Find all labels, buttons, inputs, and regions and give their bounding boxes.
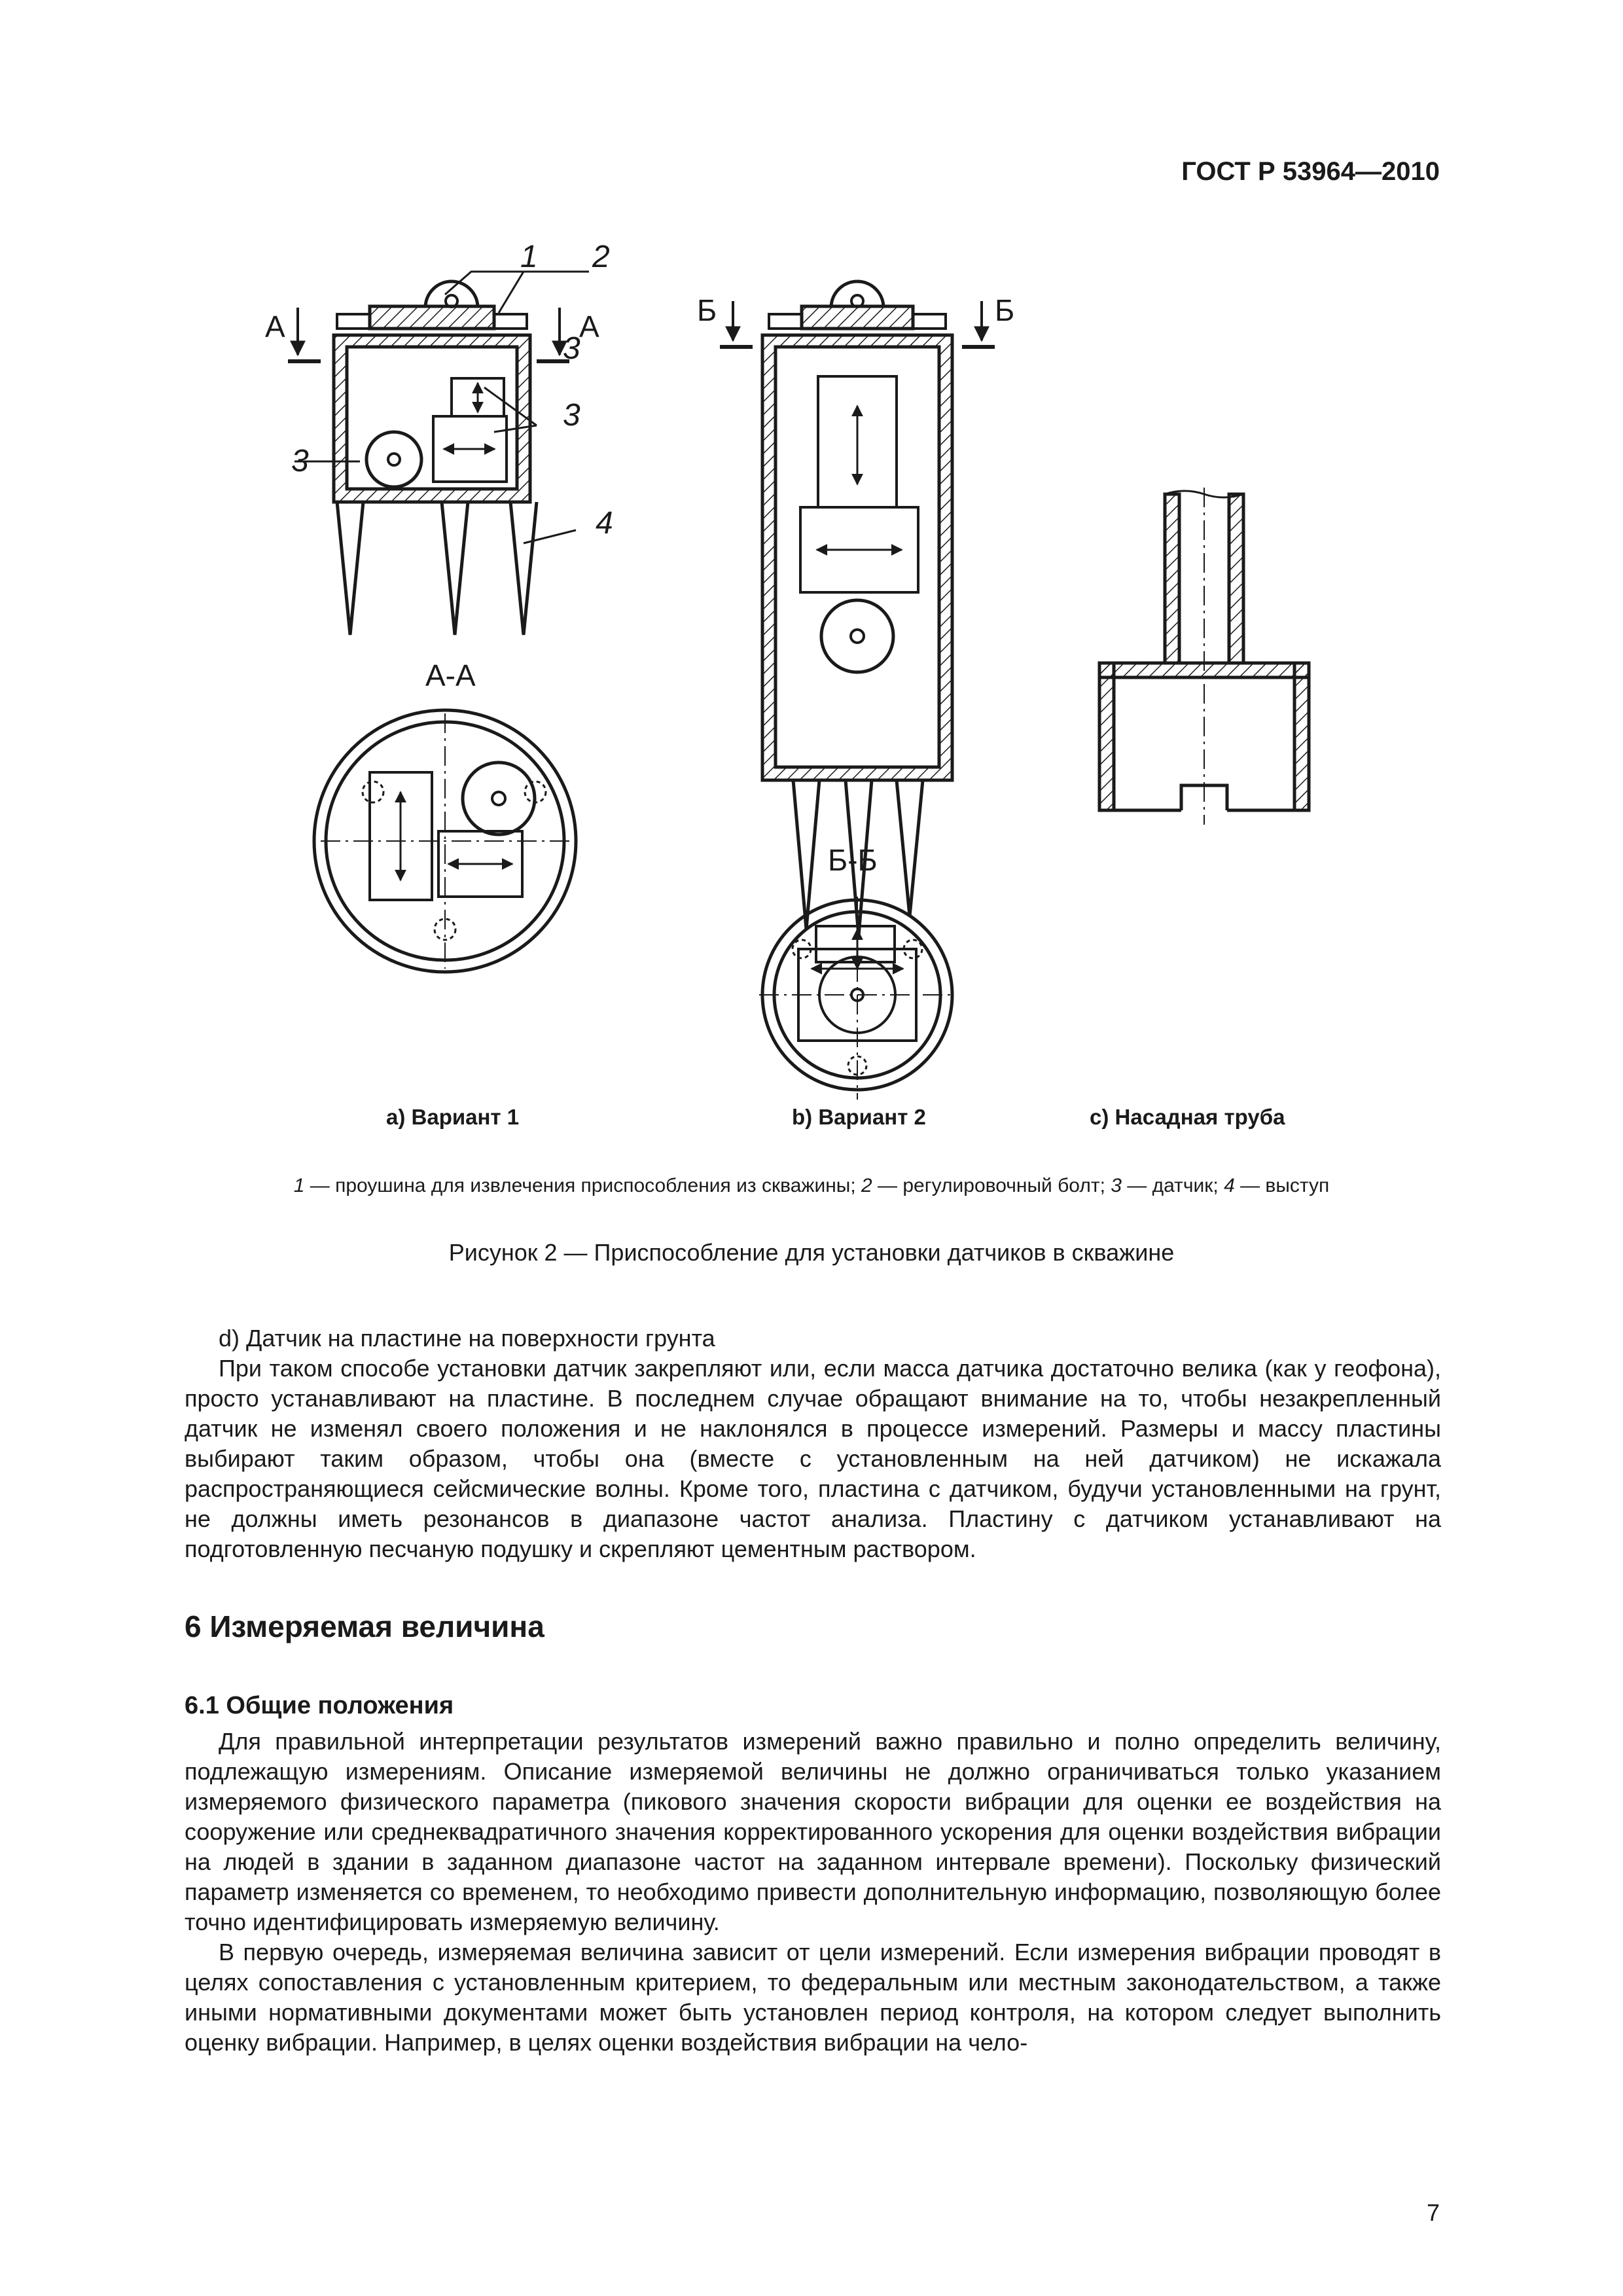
section-6-heading: 6 Измеряемая величина xyxy=(185,1609,544,1643)
legend-num-3: 3 xyxy=(1111,1175,1122,1196)
legend-text-3: — датчик; xyxy=(1121,1175,1224,1196)
figure-legend xyxy=(131,1175,1492,1197)
section-d-heading: d) Датчик на пластине на поверхности грунта xyxy=(219,1325,715,1352)
legend-text-2: — регулировочный болт; xyxy=(872,1175,1111,1196)
section-6-1-paragraph-1: Для правильной интерпретации результатов измерений важно правильно и полно определить величину, подлежащую измерениям. Описание измеряемой величины не должно ограничиваться только указанием измеряемого физического параметра (пикового значения скорости вибрации для оценки ее воздействия на сооружение или среднеквадратичного значения корректированного ускорения для оценки воздействия вибрации на людей в здании в заданном диапазоне частот на заданном интервале времени). Поскольку физический параметр изменяется со временем, то необходимо привести дополнительную информацию, позволяющую более точно идентифицировать измеряемую величину. xyxy=(185,1728,1441,1935)
section-mark-b-left: Б xyxy=(697,293,717,327)
legend-text-4: — выступ xyxy=(1234,1175,1330,1196)
standard-number: ГОСТ Р 53964—2010 xyxy=(1181,157,1440,186)
legend-num-2: 2 xyxy=(861,1175,872,1196)
figure-title: Рисунок 2 — Приспособление для установки датчиков в скважине xyxy=(448,1239,1175,1266)
variant-2-drawing xyxy=(720,281,995,1100)
caption-variant-2: b) Вариант 2 xyxy=(792,1105,926,1129)
tube-drawing xyxy=(1099,488,1309,825)
legend-num-1: 1 xyxy=(293,1175,305,1196)
caption-variant-1: а) Вариант 1 xyxy=(386,1105,520,1129)
label-3-left: 3 xyxy=(291,444,309,478)
section-mark-a-left: А xyxy=(265,310,285,344)
section-d-paragraph: При таком способе установки датчик закрепляют или, если масса датчика достаточно велика (как у геофона), просто устанавливают на пластине. В последнем случае обращают внимание на то, чтобы незакрепленный датчик не изменял своего положения и не наклонялся в процессе измерений. Размеры и массу пластины выбирают таким образом, чтобы она (вместе с установленным на ней датчиком) не искажала распространяющиеся сейсмические волны. Кроме того, пластина с датчиком, будучи установленными на грунт, не должны иметь резонансов в диапазоне частот анализа. Пластину с датчиком устанавливают на подготовленную песчаную подушку и скрепляют цементным раствором. xyxy=(185,1355,1441,1562)
label-3-right-upper: 3 xyxy=(563,331,580,366)
section-d xyxy=(185,1323,1441,1564)
label-3-right-lower: 3 xyxy=(563,398,580,433)
section-6-1-body xyxy=(185,1727,1441,2058)
legend-num-4: 4 xyxy=(1224,1175,1235,1196)
section-mark-b-right: Б xyxy=(995,293,1015,327)
label-2: 2 xyxy=(592,240,610,274)
section-6-1-paragraph-2: В первую очередь, измеряемая величина зависит от цели измерений. Если измерения вибрации проводят в целях сопоставления с установленным критерием, то федеральным или местным законодательством, а также иными нормативными документами может быть установлен период контроля, на котором следует выполнить оценку вибрации. Например, в целях оценки воздействия вибрации на чело- xyxy=(185,1939,1441,2056)
section-mark-a-right: А xyxy=(579,310,599,344)
page-number: 7 xyxy=(1426,2199,1440,2226)
figure-sensor-fixture xyxy=(249,216,1400,1132)
label-4: 4 xyxy=(596,506,613,541)
caption-tube: с) Насадная труба xyxy=(1090,1105,1285,1129)
label-1: 1 xyxy=(520,240,538,274)
legend-text-1: — проушина для извлечения приспособления из скважины; xyxy=(304,1175,861,1196)
section-label-aa: А-А xyxy=(425,658,476,692)
section-6-1-heading: 6.1 Общие положения xyxy=(185,1692,454,1719)
section-label-bb: Б-Б xyxy=(828,843,878,877)
variant-1-drawing xyxy=(288,272,589,972)
